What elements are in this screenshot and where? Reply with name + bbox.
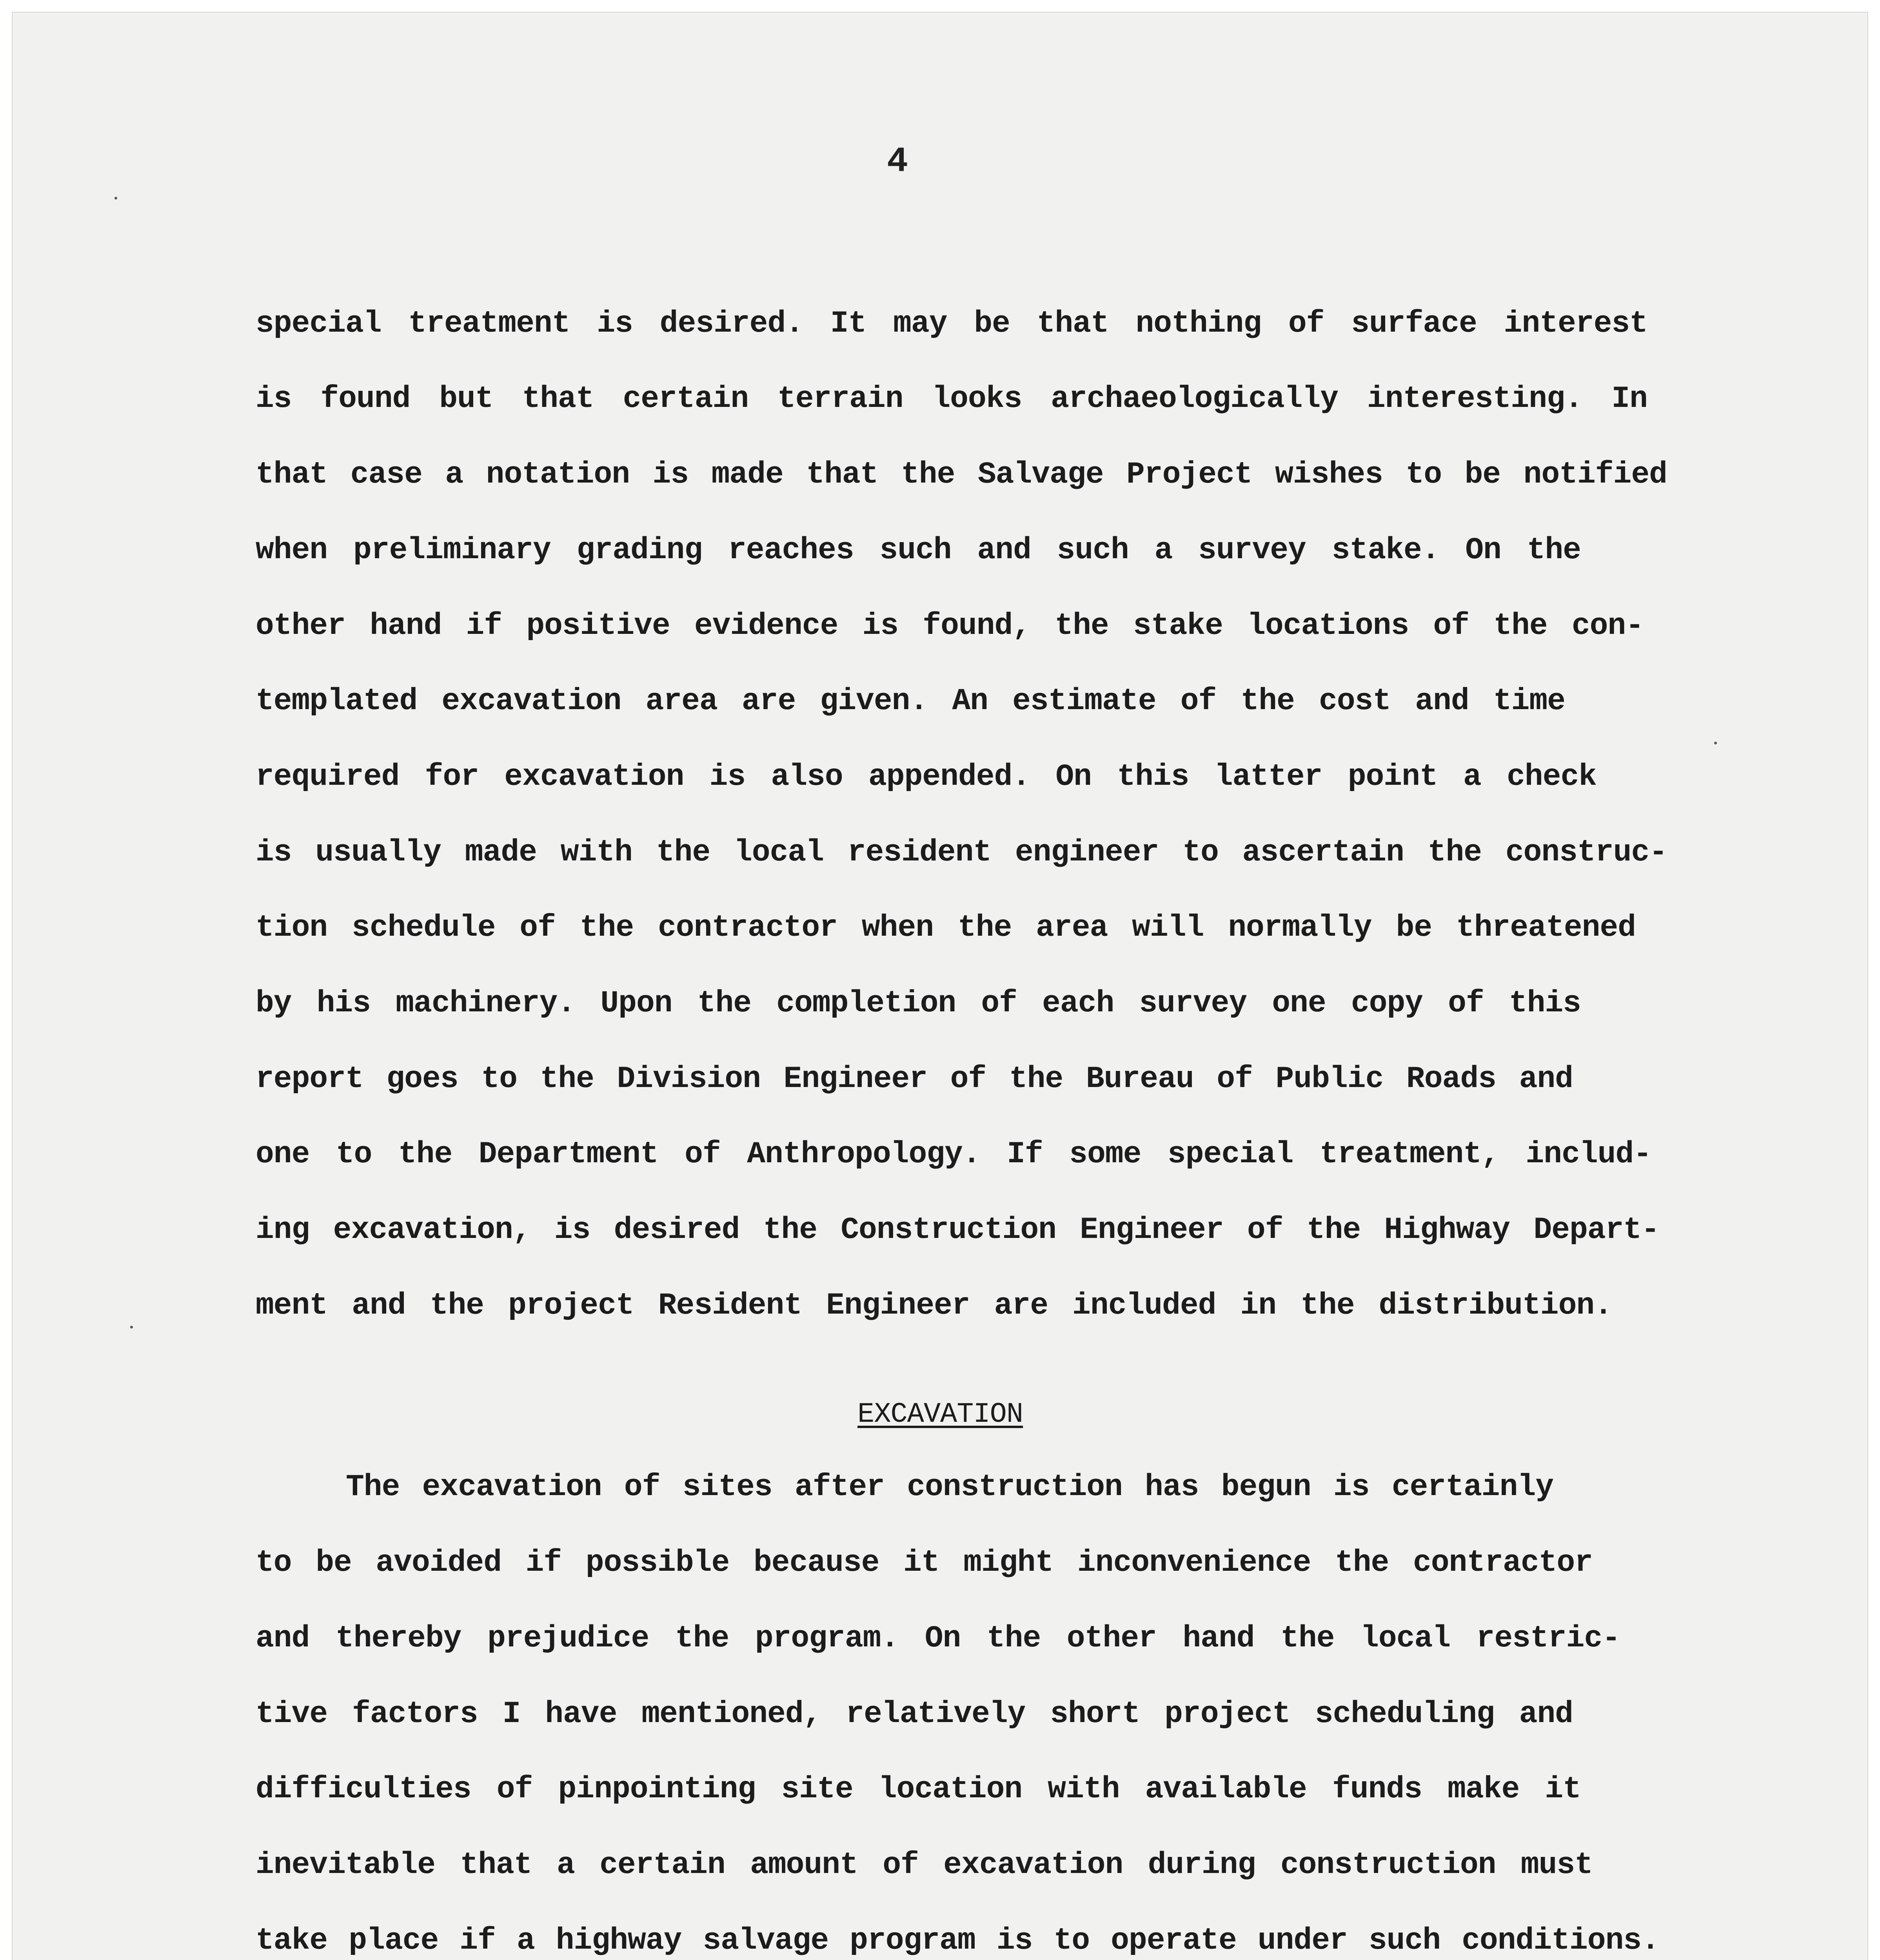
text-line: report goes to the Division Engineer of the Bureau of Public Roads and — [256, 1062, 1573, 1096]
text-line: required for excavation is also appended. On this latter point a check — [256, 760, 1597, 794]
text-line: when preliminary grading reaches such and such a survey stake. On the — [256, 533, 1581, 568]
text-line: take place if a highway salvage program is to operate under such conditions. — [256, 1924, 1659, 1958]
text-line: inevitable that a certain amount of excavation during construction must — [256, 1848, 1593, 1882]
speck — [130, 1326, 133, 1328]
text-line: difficulties of pinpointing site location with available funds make it — [256, 1772, 1581, 1807]
text-line: is found but that certain terrain looks archaeologically interesting. In — [256, 382, 1647, 416]
text-line: templated excavation area are given. An estimate of the cost and time — [256, 684, 1565, 719]
text-line: and thereby prejudice the program. On the other hand the local restric- — [256, 1621, 1620, 1656]
section-heading: EXCAVATION — [857, 1398, 1023, 1430]
text-line: tion schedule of the contractor when the area will normally be threatened — [256, 911, 1636, 945]
text-line: ment and the project Resident Engineer are included in the distribution. — [256, 1289, 1612, 1323]
text-line: tive factors I have mentioned, relatively short project scheduling and — [256, 1697, 1573, 1731]
text-line: to be avoided if possible because it might inconvenience the contractor — [256, 1546, 1593, 1580]
text-line: one to the Department of Anthropology. If some special treatment, includ- — [256, 1137, 1651, 1172]
speck — [114, 197, 117, 200]
speck — [1714, 742, 1717, 744]
text-line: other hand if positive evidence is found, the stake locations of the con- — [256, 609, 1644, 643]
document-page — [12, 12, 1868, 1960]
text-line: ing excavation, is desired the Construction Engineer of the Highway Depart- — [256, 1213, 1659, 1247]
text-line: that case a notation is made that the Salvage Project wishes to be notified — [256, 457, 1667, 492]
text-line: by his machinery. Upon the completion of each survey one copy of this — [256, 986, 1581, 1021]
page-number: 4 — [887, 142, 908, 182]
text-line: special treatment is desired. It may be that nothing of surface interest — [256, 307, 1647, 341]
text-line: is usually made with the local resident engineer to ascertain the construc- — [256, 835, 1667, 870]
text-line: The excavation of sites after construction has begun is certainly — [346, 1470, 1553, 1504]
